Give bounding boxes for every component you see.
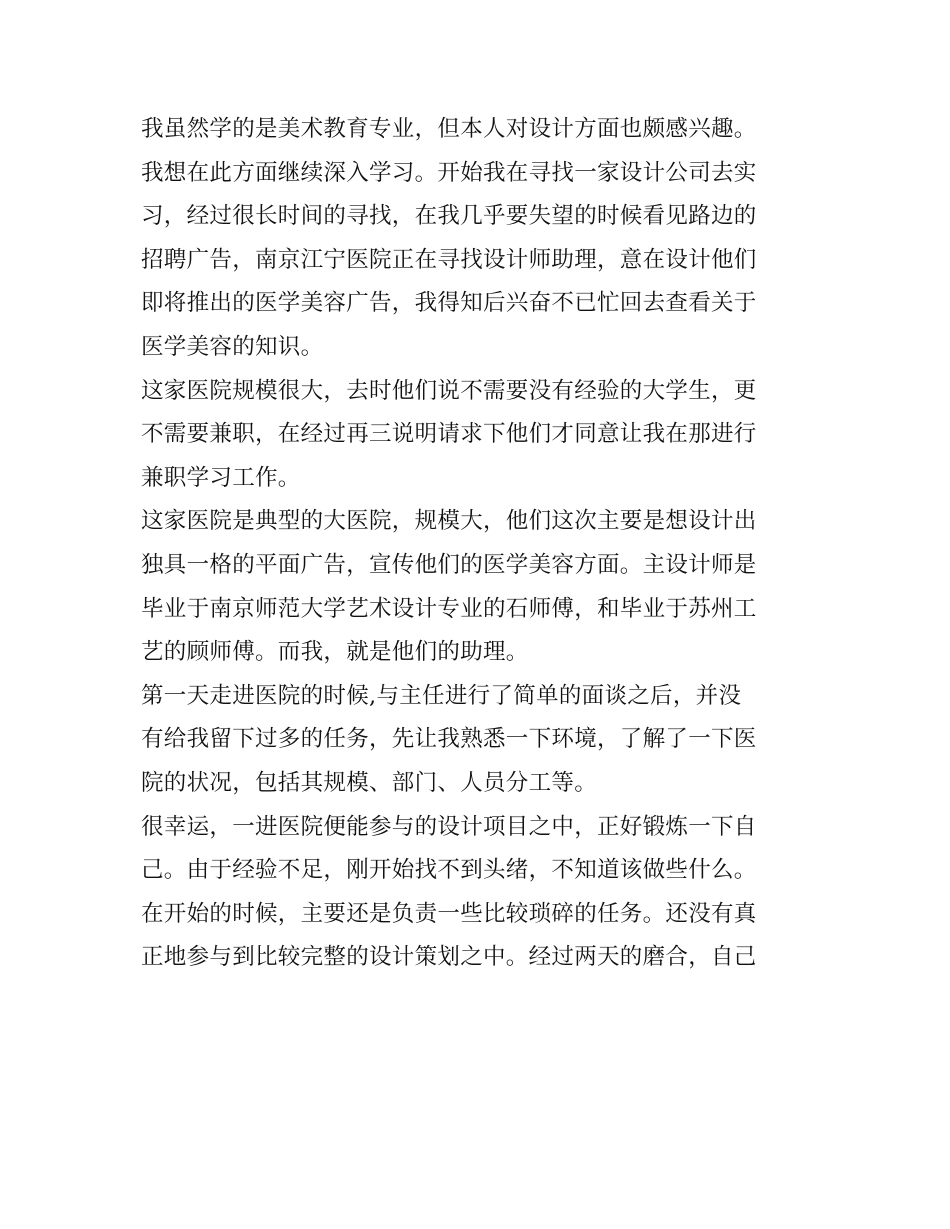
text-line: 我想在此方面继续深入学习。开始我在寻找一家设计公司去实	[141, 159, 757, 186]
text-line: 在开始的时候，主要还是负责一些比较琐碎的任务。还没有真	[141, 900, 757, 927]
text-line: 不需要兼职，在经过再三说明请求下他们才同意让我在那进行	[141, 421, 757, 448]
text-line: 第一天走进医院的时候,与主任进行了简单的面谈之后，并没	[141, 682, 742, 709]
text-line: 很幸运，一进医院便能参与的设计项目之中，正好锻炼一下自	[141, 813, 757, 840]
text-line: 这家医院是典型的大医院，规模大，他们这次主要是想设计出	[141, 508, 757, 535]
text-line: 正地参与到比较完整的设计策划之中。经过两天的磨合，自己	[141, 944, 757, 971]
text-line: 院的状况，包括其规模、部门、人员分工等。	[141, 769, 598, 796]
text-line: 独具一格的平面广告，宣传他们的医学美容方面。主设计师是	[141, 551, 757, 578]
text-line: 己。由于经验不足，刚开始找不到头绪，不知道该做些什么。	[141, 857, 757, 884]
text-line: 艺的顾师傅。而我，就是他们的助理。	[141, 639, 529, 666]
text-line: 习，经过很长时间的寻找，在我几乎要失望的时候看见路边的	[141, 203, 757, 230]
text-line: 即将推出的医学美容广告，我得知后兴奋不已忙回去查看关于	[141, 290, 757, 317]
text-line: 兼职学习工作。	[141, 464, 301, 491]
text-line: 这家医院规模很大，去时他们说不需要没有经验的大学生，更	[141, 377, 757, 404]
text-line: 招聘广告，南京江宁医院正在寻找设计师助理，意在设计他们	[141, 246, 757, 273]
text-line: 毕业于南京师范大学艺术设计专业的石师傅，和毕业于苏州工	[141, 595, 757, 622]
text-line: 我虽然学的是美术教育专业，但本人对设计方面也颇感兴趣。	[141, 116, 757, 142]
text-line: 医学美容的知识。	[141, 333, 324, 360]
text-line: 有给我留下过多的任务，先让我熟悉一下环境，了解了一下医	[141, 726, 757, 753]
body-text	[141, 108, 821, 980]
